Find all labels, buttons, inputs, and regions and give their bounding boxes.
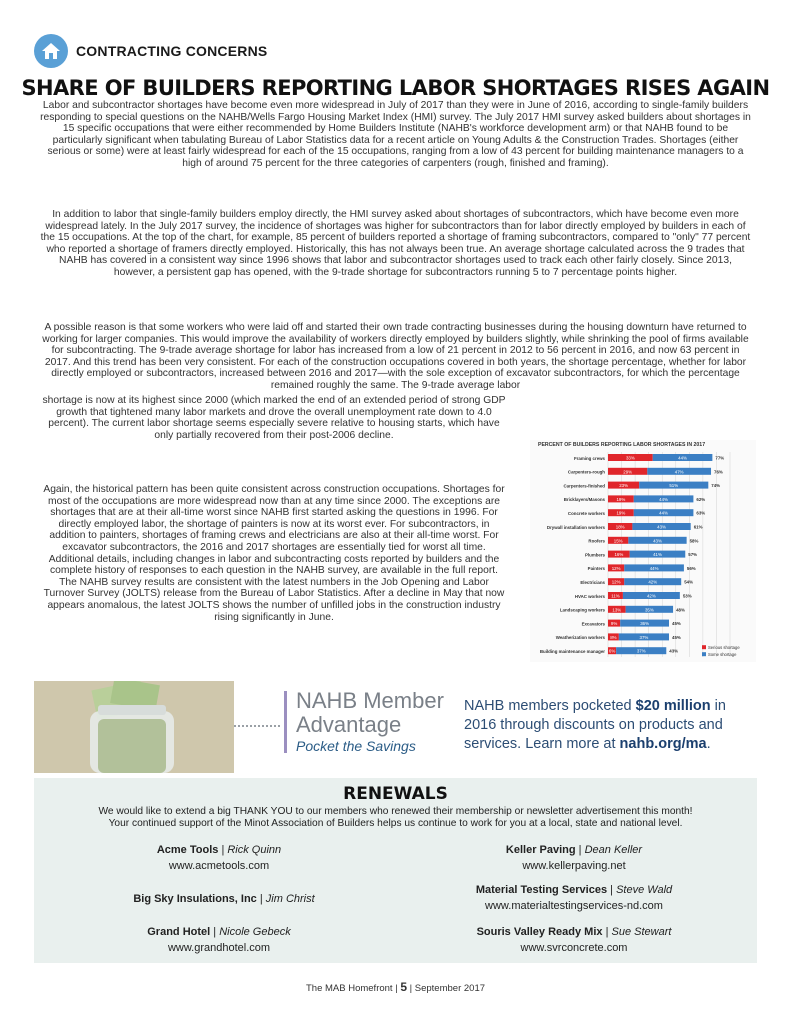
member-company: Big Sky Insulations, Inc [133, 893, 257, 905]
chart-data-label-some: 44% [659, 496, 668, 502]
chart-data-label-some: 41% [653, 552, 662, 558]
article-paragraph-2: In addition to labor that single-family builders employ directly, the HMI survey asked about shortages of subcontractors, which have become even more widespread lately. In the July 2017 survey, the incidence of shortages was higher for subcontractors than for labor directly employed by builders in each of the 15 occupations. At the top of the chart, for example, 85 percent of builders reported a shortage of framing subcontractors, compared to "only" 77 percent who reported a shortage of framers directly employed. Historically, this has not always been true. An average shortage calculated across the 9 trades that NAHB has covered in a consistent way since 1996 shows that labor and subcontractor shortages used to track each other fairly closely. Since 2013, however, a persistent gap has opened, with the 9-trade shortage for subcontractors running 5 to 7 percentage points higher. [40, 209, 751, 278]
member-website[interactable]: www.acmetools.com [168, 860, 270, 872]
chart-data-label-some: 42% [646, 593, 656, 599]
chart-data-label-serious: 15% [613, 538, 623, 544]
member-separator: | [259, 893, 263, 905]
member-acme-tools [104, 842, 334, 874]
member-contact: Nicole Gebeck [219, 926, 291, 938]
footer-separator: | [395, 983, 398, 994]
article-title: SHARE OF BUILDERS REPORTING LABOR SHORTAGES RISES AGAIN [21, 76, 770, 100]
ad-copy-amount: $20 million [635, 698, 711, 714]
member-company: Souris Valley Ready Mix [476, 926, 603, 938]
chart-category-label: Roofers [588, 538, 605, 544]
chart-total-label: 77% [715, 455, 725, 461]
chart-data-label-serious: 16% [614, 552, 624, 558]
chart-data-label-some: 44% [659, 510, 668, 516]
chart-category-label: Painters [587, 566, 605, 572]
chart-category-label: Concrete workers [567, 511, 605, 516]
chart-data-label-serious: 8% [610, 634, 617, 640]
section-label: CONTRACTING CONCERNS [76, 43, 268, 59]
chart-data-label-some: 35% [644, 607, 654, 613]
ad-copy-mid: in 2016 through discounts on products and services. Learn more at [464, 698, 726, 752]
chart-legend-label: Serious shortage [708, 644, 740, 650]
chart-category-label: Drywall installation workers [546, 524, 605, 530]
chart-total-label: 61% [693, 524, 703, 530]
member-contact: Rick Quinn [227, 844, 282, 856]
page-number: 5 [400, 980, 408, 994]
chart-category-label: Weatherization workers [555, 635, 605, 641]
chart-title: PERCENT OF BUILDERS REPORTING LABOR SHORTAGES IN 2017 [538, 442, 706, 448]
member-material-testing-services [434, 882, 714, 914]
chart-total-label: 45% [672, 621, 681, 627]
footer-separator: | [409, 983, 413, 994]
member-company: Material Testing Services [475, 884, 608, 896]
member-separator: | [221, 844, 225, 856]
chart-data-label-serious: 13% [612, 607, 622, 613]
renewals-title: RENEWALS [343, 784, 448, 804]
chart-data-label-serious: 6% [608, 648, 616, 654]
chart-legend-swatch [702, 645, 706, 649]
chart-plot [530, 440, 756, 662]
chart-total-label: 76% [714, 469, 723, 475]
renewals-intro-line-2: Your continued support of the Minot Association of Builders helps us continue to work for you at a local, state and national level. [108, 818, 683, 829]
member-separator: | [578, 844, 582, 856]
ad-copy-pre: NAHB members pocketed [464, 698, 636, 714]
member-contact: Steve Wald [616, 884, 673, 896]
chart-total-label: 62% [696, 496, 706, 502]
article-paragraph-5: Again, the historical pattern has been quite consistent across construction occupations. Shortages for most of the occupations are more widespread now than at any time since 2000. The exceptions are shortages that are at their all-time worst since NAHB first started asking the questions in 1996. For directly employed labor, the shortage of painters is now at its worst ever. For subcontractors, in addition to painters, shortages of framing crews and electricians are also at their all-time worst. For excavator subcontractors, the 2016 and 2017 shortages are essentially tied for worst all time. Additional details, including changes in labor and subcontracting costs reported by builders and the complete history of responses to each question in the NAHB survey, are available in the full report. The NAHB survey results are consistent with the latest numbers in the Job Opening and Labor Turnover Survey (JOLTS) release from the Bureau of Labor Statistics. After a decline in May that now appears anomalous, the latest JOLTS shows the number of unfilled jobs in the construction industry rising significantly in June. [43, 484, 505, 623]
chart-total-label: 74% [711, 483, 721, 489]
section-header [34, 34, 267, 68]
chart-data-label-some: 44% [678, 455, 687, 461]
chart-data-label-some: 47% [674, 469, 684, 475]
member-website[interactable]: www.svrconcrete.com [520, 942, 628, 954]
chart-category-label: Carpenters-rough [567, 469, 605, 475]
member-big-sky-insulations [94, 891, 354, 907]
member-company: Keller Paving [505, 844, 576, 856]
member-keller-paving [454, 842, 694, 874]
nahb-member-advantage-ad[interactable] [34, 681, 757, 773]
member-separator: | [605, 926, 609, 938]
page-footer [0, 980, 791, 994]
chart-data-label-some: 36% [640, 621, 649, 627]
chart-data-label-some: 37% [636, 648, 646, 654]
chart-data-label-some: 37% [639, 634, 649, 640]
labor-shortage-chart [530, 440, 756, 662]
chart-category-label: Landscaping workers [559, 607, 605, 613]
chart-data-label-some: 42% [648, 579, 658, 585]
chart-data-label-some: 44% [649, 565, 659, 571]
ad-dotted-divider [234, 725, 280, 727]
ad-brand [296, 689, 444, 737]
article-paragraph-1: Labor and subcontractor shortages have become even more widespread in July of 2017 than they were in June of 2016, according to single-family builders responding to special questions on the NAHB/Wells Fargo Housing Market Index (HMI) survey. The July 2017 HMI survey asked builders about shortages in 15 specific occupations that were either recommended by Home Builders Institute (NAHB's workforce development arm) or that NAHB found to be particularly significant when tabulating Bureau of Labor Statistics data for a recent article on Young Adults & the Construction Trades. Shortages (either serious or some) were at least fairly widespread for each of the 15 occupations, ranging from a low of 43 percent for building maintenance managers to a high of around 75 percent for the three categories of carpenters (rough, finished and framing). [40, 100, 751, 169]
member-contact: Jim Christ [265, 893, 315, 905]
chart-data-label-serious: 18% [615, 524, 625, 530]
footer-publication: The MAB Homefront [305, 983, 393, 994]
member-website[interactable]: www.materialtestingservices-nd.com [485, 900, 663, 912]
chart-category-label: Building maintenance manager [539, 649, 605, 654]
chart-total-label: 63% [696, 510, 706, 516]
ad-copy-end: . [706, 736, 711, 752]
chart-total-label: 57% [688, 552, 698, 558]
chart-total-label: 48% [676, 607, 685, 613]
member-grand-hotel [104, 924, 334, 956]
chart-category-label: Carpenters-finished [563, 483, 605, 489]
footer-date: September 2017 [414, 983, 486, 994]
member-company: Grand Hotel [147, 926, 211, 938]
ad-copy [464, 697, 759, 754]
chart-data-label-serious: 9% [610, 621, 618, 627]
member-contact: Dean Keller [584, 844, 643, 856]
chart-data-label-serious: 23% [619, 483, 628, 489]
chart-category-label: Bricklayers/Masons [563, 497, 605, 503]
member-website[interactable]: www.kellerpaving.net [522, 860, 626, 872]
chart-category-label: Excavators [581, 621, 605, 627]
member-company: Acme Tools [156, 844, 219, 856]
renewals-intro [34, 806, 757, 830]
member-website[interactable]: www.grandhotel.com [167, 942, 271, 954]
chart-data-label-some: 51% [669, 483, 679, 489]
chart-data-label-some: 43% [653, 538, 662, 544]
chart-data-label-serious: 11% [611, 593, 620, 599]
chart-category-label: Electricians [580, 580, 605, 585]
chart-data-label-serious: 33% [625, 455, 635, 461]
member-separator: | [213, 926, 217, 938]
renewals-intro-line-1: We would like to extend a big THANK YOU to our members who renewed their membership or newsletter advertisement this month! [98, 806, 693, 817]
chart-data-label-serious: 19% [616, 510, 626, 516]
chart-total-label: 45% [672, 634, 681, 640]
chart-total-label: 43% [669, 648, 679, 654]
chart-data-label-serious: 12% [611, 565, 621, 571]
chart-total-label: 56% [686, 565, 696, 571]
house-icon [34, 34, 68, 68]
chart-total-label: 54% [684, 579, 693, 585]
ad-brand-line-2: Advantage [296, 712, 402, 737]
chart-total-label: 58% [689, 538, 699, 544]
ad-brand-bar [284, 691, 287, 753]
ad-brand-line-1: NAHB Member [296, 688, 444, 713]
article-paragraph-4: shortage is now at its highest since 2000 (which marked the end of an extended period of strong GDP growth that tightened many labor markets and drove the overall unemployment rate down to 4.0 percent). The current labor shortage seems especially severe relative to housing starts, which have only partially recovered from their post-2006 decline. [42, 395, 506, 441]
renewals-section [34, 778, 757, 963]
chart-legend-swatch [702, 652, 706, 656]
chart-category-label: Framing crews [574, 455, 605, 461]
money-jar-image [34, 681, 234, 773]
chart-data-label-serious: 19% [616, 496, 626, 502]
chart-data-label-serious: 29% [623, 469, 633, 475]
chart-total-label: 53% [682, 593, 692, 599]
member-contact: Sue Stewart [611, 926, 672, 938]
chart-legend-label: Some shortage [708, 651, 737, 657]
article-paragraph-3: A possible reason is that some workers who were laid off and started their own trade contracting businesses during the housing downturn have returned to working for larger companies. This would improve the availability of workers directly employed by builders slightly, while shrinking the pool of firms available for subcontracting. The 9-trade average shortage for labor has increased from a low of 21 percent in 2012 to 56 percent in 2016, and now 63 percent in 2017. And this trend has been very consistent. For each of the construction occupations covered in both years, the shortage percentage, whether for labor directly employed or subcontractors, increased between 2016 and 2017—with the sole exception of excavator subcontractors, for which the percentage remained roughly the same. The 9-trade average labor [42, 322, 749, 391]
chart-data-label-some: 43% [657, 524, 666, 530]
member-separator: | [610, 884, 614, 896]
chart-category-label: Plumbers [584, 552, 605, 558]
member-souris-valley-ready-mix [444, 924, 704, 956]
ad-tagline: Pocket the Savings [296, 738, 416, 754]
chart-data-label-serious: 12% [611, 579, 621, 585]
chart-category-label: HVAC workers [574, 593, 605, 599]
ad-link[interactable]: nahb.org/ma [619, 736, 707, 752]
